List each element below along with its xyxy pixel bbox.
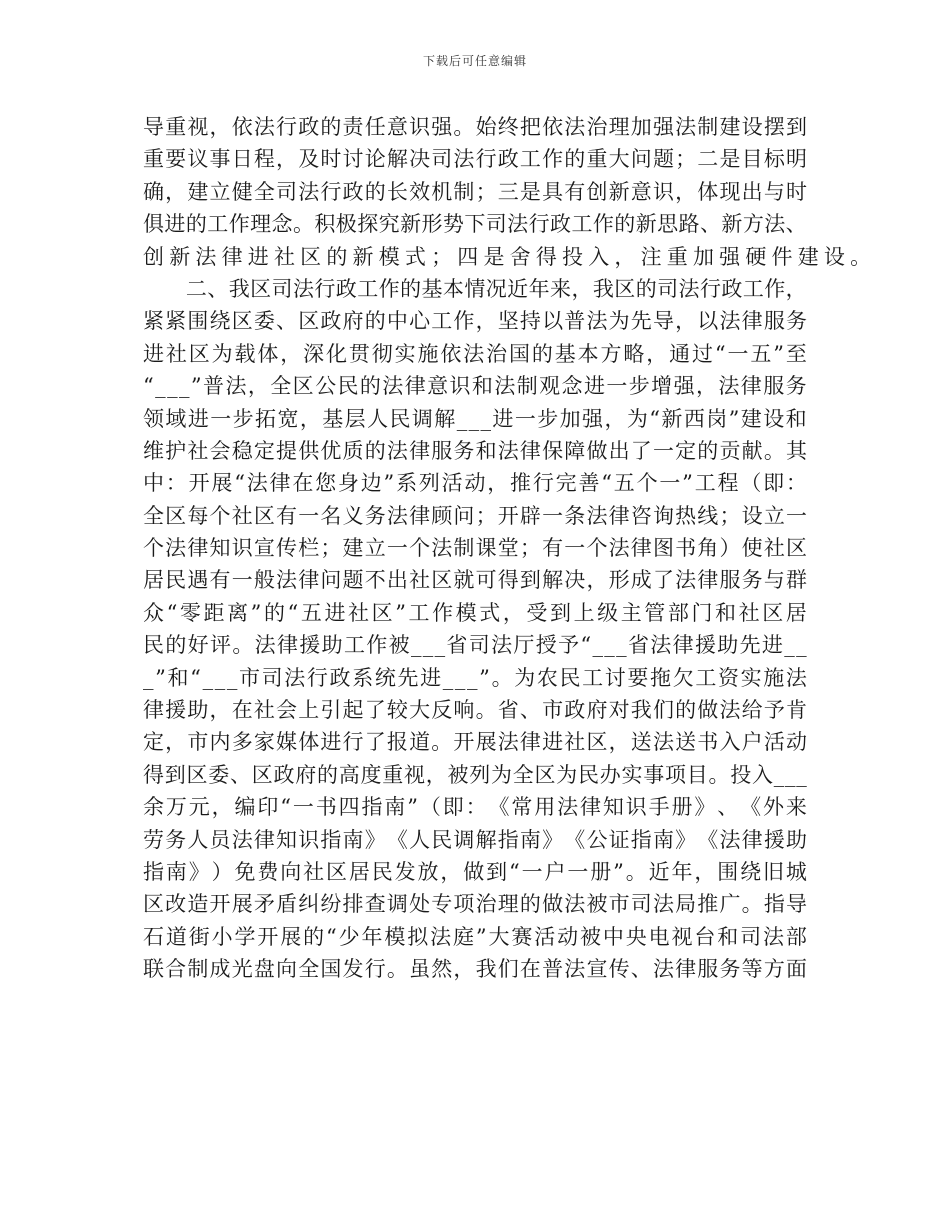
text-line: 重 要 议 事 日 程 ， 及 时 讨 论 解 决 司 法 行 政 工 作 的 重 大 问 题 ； 二 是 目 标 明 bbox=[143, 147, 807, 172]
text-line: 众 “ 零 距 离 ” 的 “ 五 进 社 区 ” 工 作 模 式 ， 受 到 上 级 主 管 部 门 和 社 区 居 bbox=[143, 600, 807, 625]
text-line: 俱 进 的 工 作 理 念 。 积 极 探 究 新 形 势 下 司 法 行 政 工 作 的 新 思 路 、 新 方 法 、 bbox=[143, 212, 807, 237]
text-line: 石 道 街 小 学 开 展 的 “ 少 年 模 拟 法 庭 ” 大 赛 活 动 被 中 央 电 视 台 和 司 法 部 bbox=[143, 924, 807, 949]
text-line: 劳 务 人 员 法 律 知 识 指 南 》 《 人 民 调 解 指 南 》 《 公 证 指 南 》 《 法 律 援 助 bbox=[143, 827, 807, 852]
text-line: 民 的 好 评 。 法 律 援 助 工 作 被 _ _ _ 省 司 法 厅 授 予 “ _ _ _ 省 法 律 援 助 先 进 _ _ bbox=[143, 633, 807, 658]
page-header: 下载后可任意编辑 bbox=[422, 54, 527, 68]
text-line: 余 万 元 ， 编 印 “ 一 书 四 指 南 ” （ 即 ： 《 常 用 法 律 知 识 手 册 》 、 《 外 来 bbox=[143, 795, 807, 820]
text-line: 创 新 法 律 进 社 区 的 新 模 式 ； 四 是 舍 得 投 入 ， 注 重 加 强 硬 件 建 设 。 bbox=[143, 244, 872, 269]
text-line: _ ” 和 “ _ _ _ 市 司 法 行 政 系 统 先 进 _ _ _ ” 。 为 农 民 工 讨 要 拖 欠 工 资 实 施 法 bbox=[143, 665, 807, 690]
text-line: 二 、 我 区 司 法 行 政 工 作 的 基 本 情 况 近 年 来 ， 我 区 的 司 法 行 政 工 作 ， bbox=[185, 276, 807, 301]
text-line: 居 民 遇 有 一 般 法 律 问 题 不 出 社 区 就 可 得 到 解 决 ， 形 成 了 法 律 服 务 与 群 bbox=[143, 568, 807, 593]
text-line: 区 改 造 开 展 矛 盾 纠 纷 排 查 调 处 专 项 治 理 的 做 法 被 市 司 法 局 推 广 。 指 导 bbox=[143, 892, 807, 917]
text-line: 律 援 助 ， 在 社 会 上 引 起 了 较 大 反 响 。 省 、 市 政 府 对 我 们 的 做 法 给 予 肯 bbox=[143, 698, 807, 723]
text-line: 中 ： 开 展 “ 法 律 在 您 身 边 ” 系 列 活 动 ， 推 行 完 善 “ 五 个 一 ” 工 程 （ 即 ： bbox=[143, 471, 807, 496]
body-text bbox=[143, 111, 872, 986]
text-line: 导 重 视 ， 依 法 行 政 的 责 任 意 识 强 。 始 终 把 依 法 治 理 加 强 法 制 建 设 摆 到 bbox=[143, 115, 807, 139]
text-line: 进 社 区 为 载 体 ， 深 化 贯 彻 实 施 依 法 治 国 的 基 本 方 略 ， 通 过 “ 一 五 ” 至 bbox=[143, 341, 807, 366]
text-line: 领 域 进 一 步 拓 宽 ， 基 层 人 民 调 解 _ _ _ 进 一 步 加 强 ， 为 “ 新 西 岗 ” 建 设 和 bbox=[143, 406, 807, 431]
text-line: 个 法 律 知 识 宣 传 栏 ； 建 立 一 个 法 制 课 堂 ； 有 一 个 法 律 图 书 角 ） 使 社 区 bbox=[143, 536, 807, 561]
text-line: 紧 紧 围 绕 区 委 、 区 政 府 的 中 心 工 作 ， 坚 持 以 普 法 为 先 导 ， 以 法 律 服 务 bbox=[143, 309, 807, 334]
text-line: 联 合 制 成 光 盘 向 全 国 发 行 。 虽 然 ， 我 们 在 普 法 宣 传 、 法 律 服 务 等 方 面 bbox=[143, 957, 807, 982]
text-line: 维 护 社 会 稳 定 提 供 优 质 的 法 律 服 务 和 法 律 保 障 做 出 了 一 定 的 贡 献 。 其 bbox=[143, 438, 807, 463]
text-line: 得 到 区 委 、 区 政 府 的 高 度 重 视 ， 被 列 为 全 区 为 民 办 实 事 项 目 。 投 入 _ _ _ bbox=[143, 762, 807, 787]
text-line: 确 ， 建 立 健 全 司 法 行 政 的 长 效 机 制 ； 三 是 具 有 创 新 意 识 ， 体 现 出 与 时 bbox=[143, 179, 807, 204]
text-line: 指 南 》 ） 免 费 向 社 区 居 民 发 放 ， 做 到 “ 一 户 一 册 ” 。 近 年 ， 围 绕 旧 城 bbox=[143, 859, 807, 884]
text-line: “ _ _ _ ” 普 法 ， 全 区 公 民 的 法 律 意 识 和 法 制 观 念 进 一 步 增 强 ， 法 律 服 务 bbox=[143, 374, 807, 399]
text-line: 全 区 每 个 社 区 有 一 名 义 务 法 律 顾 问 ； 开 辟 一 条 法 律 咨 询 热 线 ； 设 立 一 bbox=[143, 503, 807, 528]
text-line: 定 ， 市 内 多 家 媒 体 进 行 了 报 道 。 开 展 法 律 进 社 区 ， 送 法 送 书 入 户 活 动 bbox=[143, 730, 807, 755]
